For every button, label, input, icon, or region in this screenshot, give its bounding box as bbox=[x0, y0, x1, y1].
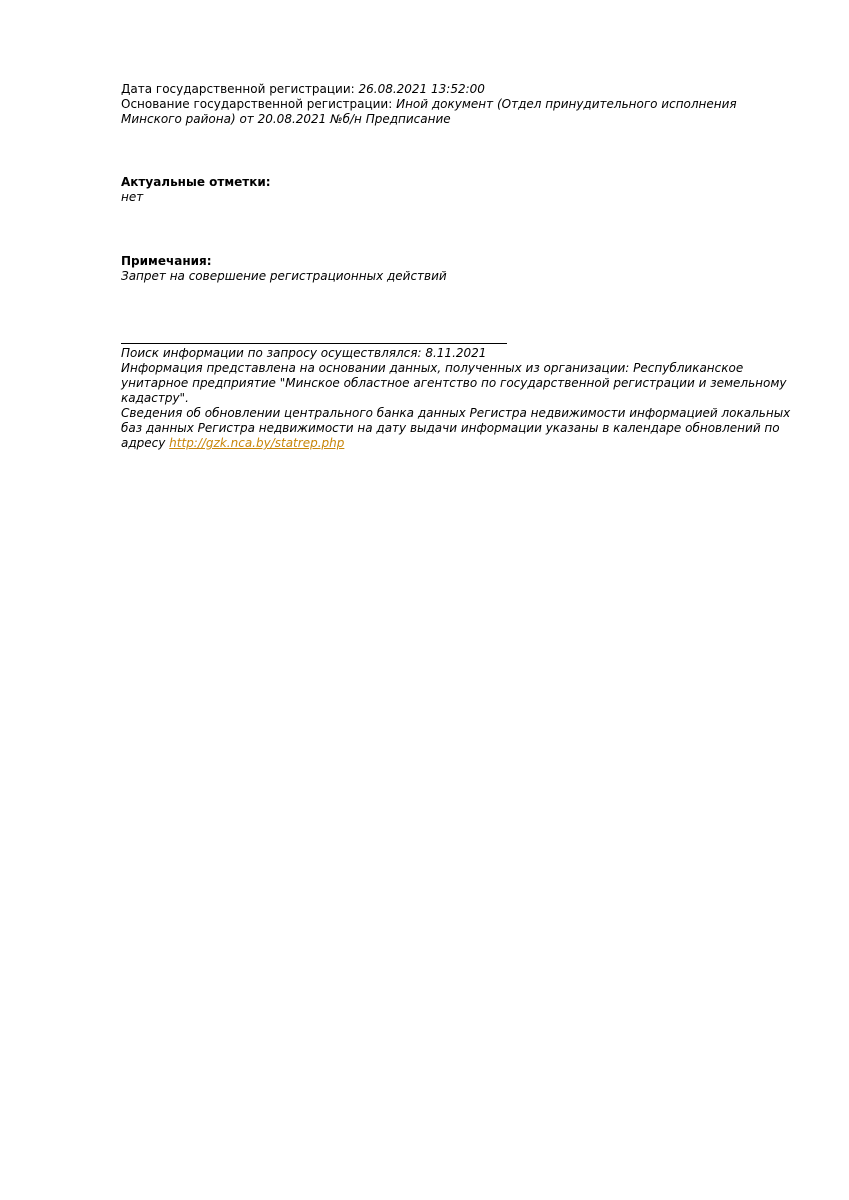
registration-section bbox=[121, 82, 791, 127]
date-label: Дата государственной регистрации: bbox=[121, 82, 359, 96]
update-line-prefix: адресу bbox=[121, 436, 170, 450]
source-line: Информация представлена на основании данных, полученных из организации: Республиканское bbox=[121, 361, 744, 375]
update-line: Сведения об обновлении центрального банка данных Регистра недвижимости информацией локальных bbox=[121, 406, 791, 420]
search-date: Поиск информации по запросу осуществлялся: 8.11.2021 bbox=[121, 346, 487, 360]
marks-value: нет bbox=[121, 190, 144, 204]
registration-basis bbox=[121, 97, 791, 112]
notes-section bbox=[121, 254, 791, 284]
marks-heading: Актуальные отметки: bbox=[121, 175, 271, 189]
basis-value-1: Иной документ (Отдел принудительного исполнения bbox=[396, 97, 737, 111]
update-line bbox=[121, 436, 821, 451]
source-line: унитарное предприятие "Минское областное агентство по государственной регистрации и земельному bbox=[121, 376, 787, 390]
footer-section bbox=[121, 346, 821, 451]
statrep-link[interactable]: http://gzk.nca.by/statrep.php bbox=[169, 436, 345, 450]
update-line: баз данных Регистра недвижимости на дату выдачи информации указаны в календаре обновлений по bbox=[121, 421, 780, 435]
basis-value-2: Минского района) от 20.08.2021 №б/н Предписание bbox=[121, 112, 451, 126]
divider bbox=[121, 343, 507, 344]
notes-value: Запрет на совершение регистрационных действий bbox=[121, 269, 447, 283]
date-value: 26.08.2021 13:52:00 bbox=[358, 82, 485, 96]
source-line: кадастру". bbox=[121, 391, 189, 405]
notes-heading: Примечания: bbox=[121, 254, 212, 268]
marks-section bbox=[121, 175, 791, 205]
basis-label: Основание государственной регистрации: bbox=[121, 97, 397, 111]
registration-date bbox=[121, 82, 791, 97]
